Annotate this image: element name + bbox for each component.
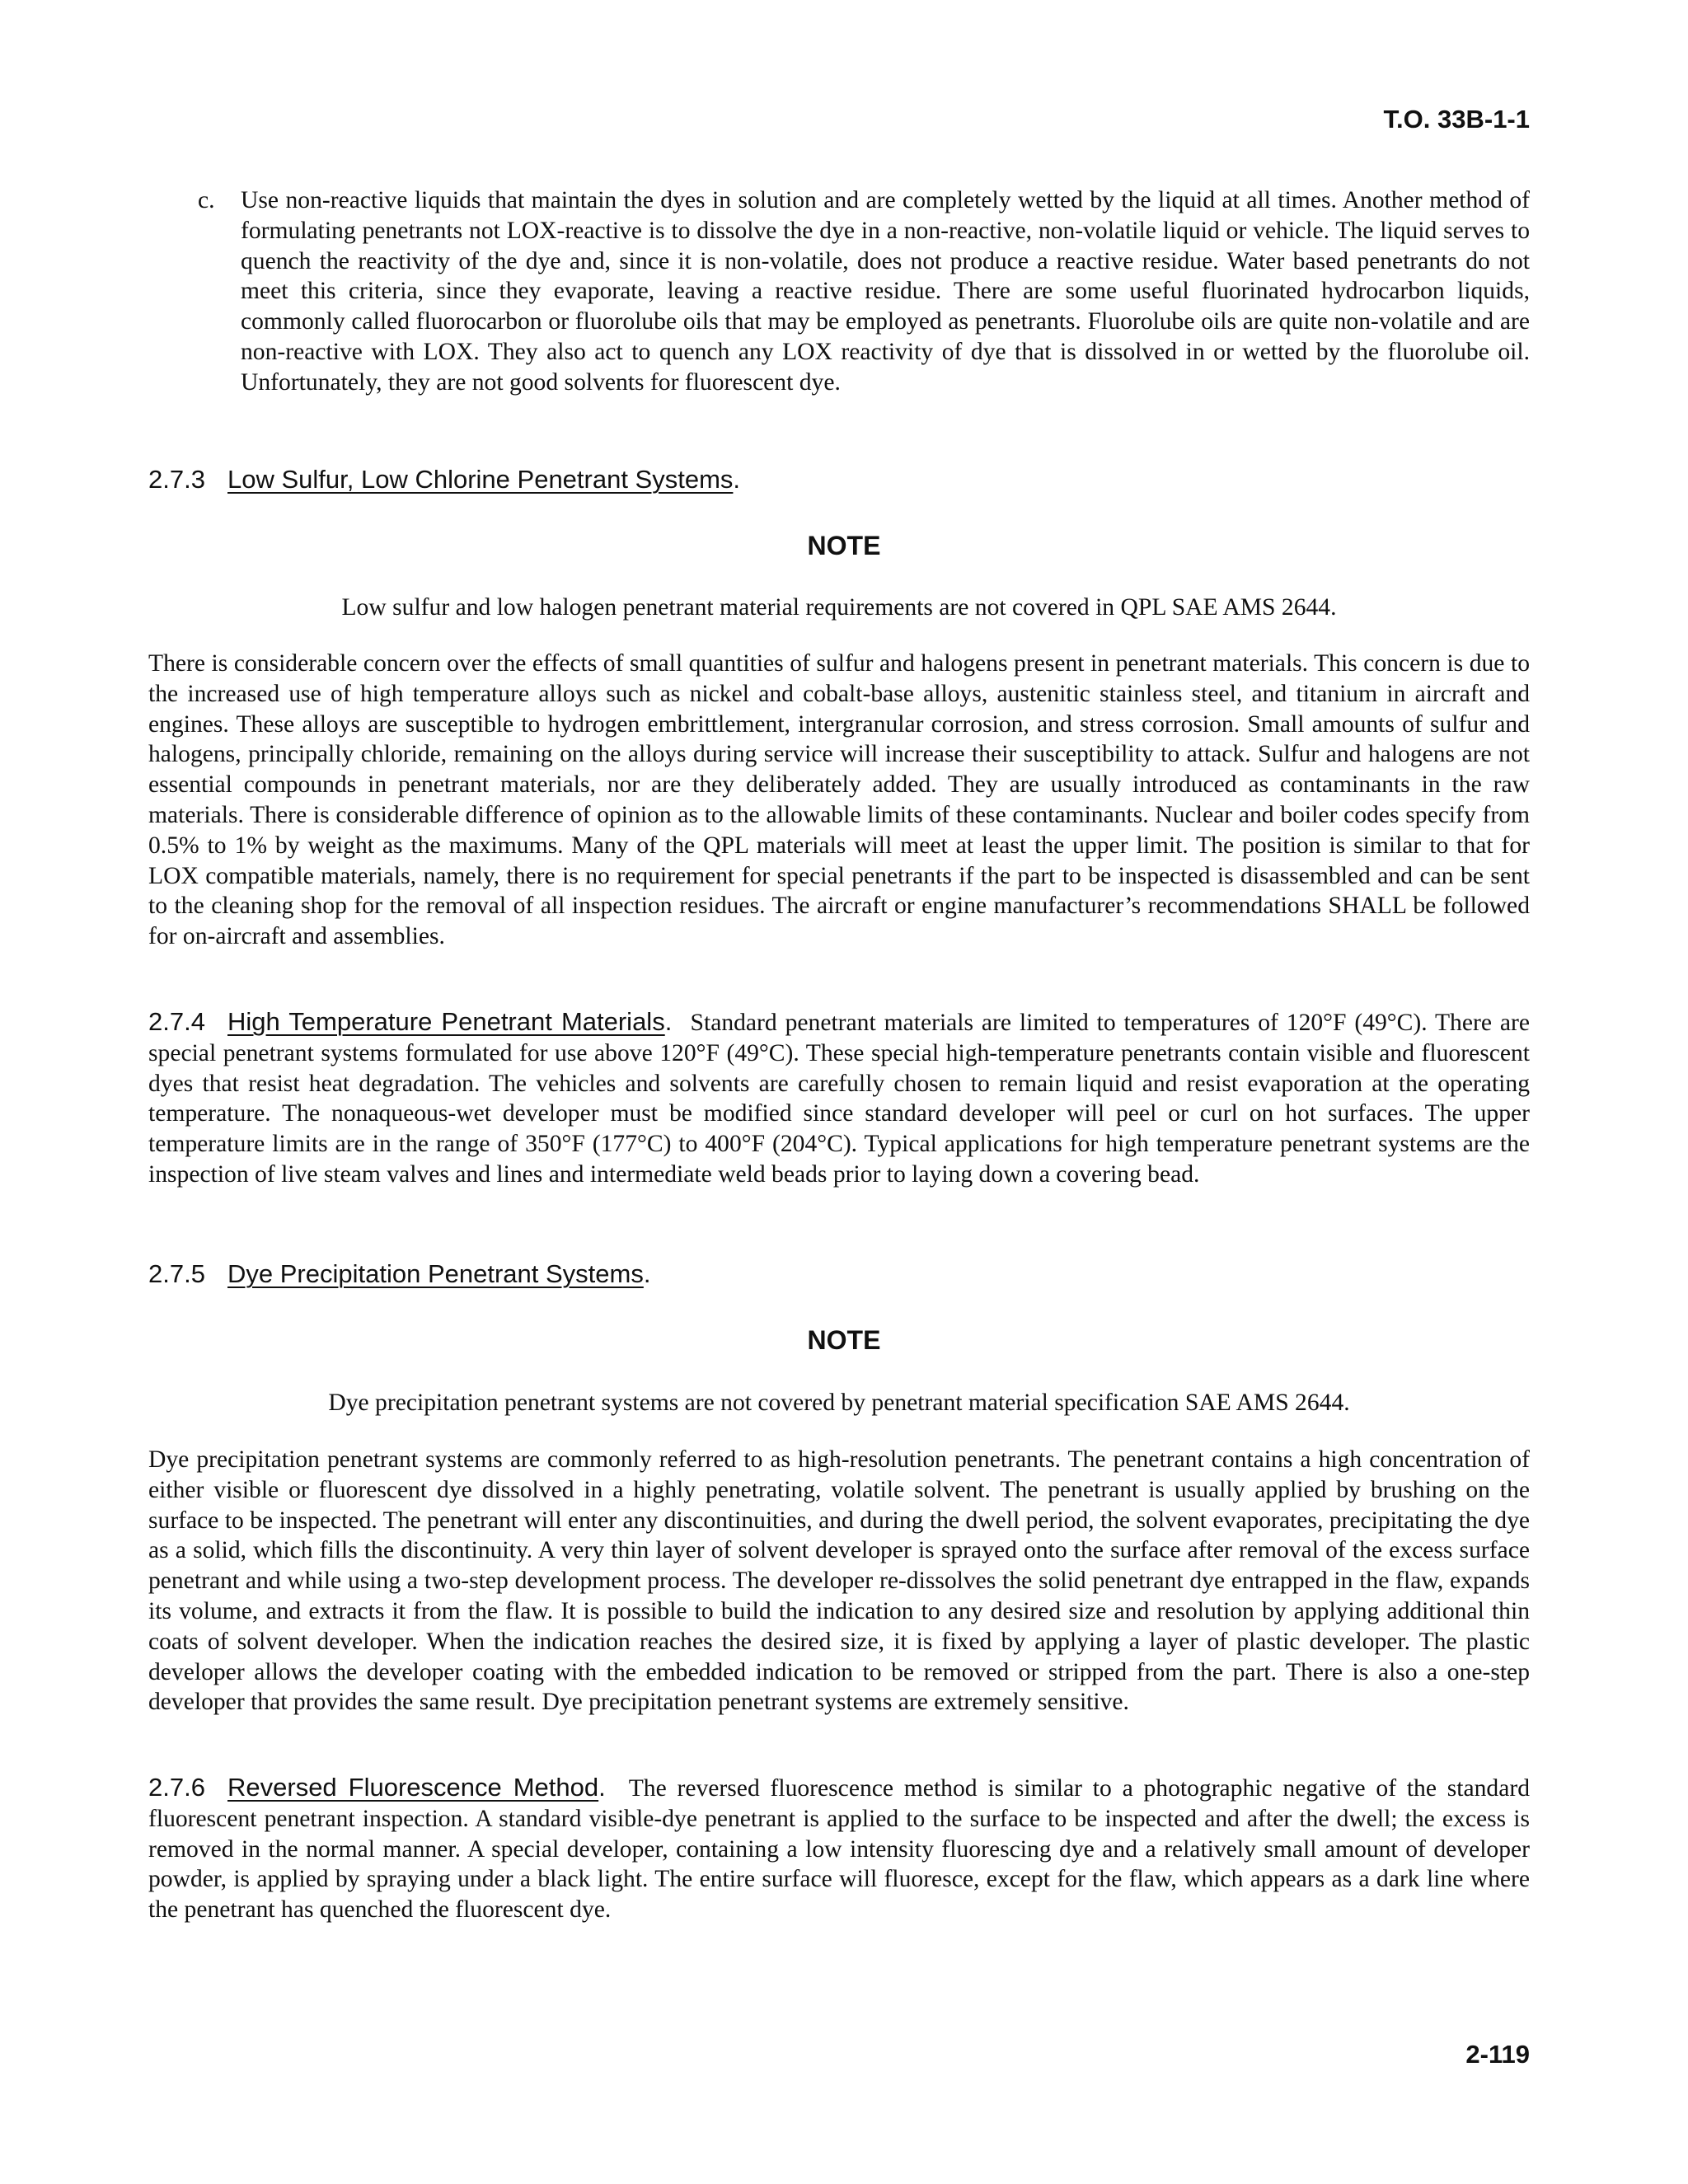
section-body-2-7-5: Dye precipitation penetrant systems are commonly referred to as high-resolution penetrants. The penetrant contains a high concentration of either visible or fluorescent dye dissolved in a highly penetrating, volatile solvent. The penetrant is usually applied by brushing on the surface to be inspected. The penetrant will enter any discontinuities, and during the dwell period, the solvent evaporates, precipitating the dye as a solid, which fills the discontinuity. A very thin layer of solvent developer is sprayed onto the surface after removal of the excess surface penetrant and while using a two-step development process. The developer re-dissolves the solid penetrant dye entrapped in the flaw, expands its volume, and extracts it from the flaw. It is possible to build the indication to any desired size and resolution by applying additional thin coats of solvent developer. When the indication reaches the desired size, it is fixed by applying a layer of plastic developer. The plastic developer allows the developer coating with the embedded indication to be removed or stripped from the part. There is also a one-step developer that provides the same result. Dye precipitation penetrant systems are extremely sensitive. xyxy=(148,1446,1530,1716)
section-body-2-7-4: Standard penetrant materials are limited to temperatures of 120°F (49°C). There are special penetrant systems formulated for use above 120°F (49°C). These special high-temperature penetrants contain visible and fluorescent dyes that resist heat degradation. The vehicles and solvents are carefully chosen to remain liquid and resist evaporation at the operating temperature. The nonaqueous-wet developer must be modified since standard developer will peel or curl on hot surfaces. The upper temperature limits are in the range of 350°F (177°C) to 400°F (204°C). Typical applications for high temperature penetrant systems are the inspection of live steam valves and lines and intermediate weld beads prior to laying down a covering bead. xyxy=(148,1010,1530,1188)
section-heading-2-7-6: 2.7.6 Reversed Fluorescence Method. xyxy=(148,1773,629,1802)
section-heading-2-7-3: 2.7.3 Low Sulfur, Low Chlorine Penetrant Systems. xyxy=(148,465,741,494)
section-heading-2-7-4: 2.7.4 High Temperature Penetrant Materials. xyxy=(148,1007,691,1036)
section-heading-2-7-5: 2.7.5 Dye Precipitation Penetrant Systems. xyxy=(148,1259,651,1288)
section-number: 2.7.5 xyxy=(148,1259,205,1288)
list-item-text: Use non-reactive liquids that maintain the dyes in solution and are completely wetted by the liquid at all times. Another method of formulating penetrants not LOX-reactive is to dissolve the dye in a non-reactive, non-volatile liquid or vehicle. The liquid serves to quench the reactivity of the dye and, since it is non-volatile, does not produce a reactive residue. Water based penetrants do not meet this criteria, since they evaporate, leaving a reactive residue. There are some useful fluorinated hydrocarbon liquids, commonly called fluorocarbon or fluorolube oils that may be employed as penetrants. Fluorolube oils are quite non-volatile and are non-reactive with LOX. They also act to quench any LOX reactivity of dye that is dissolved in or wetted by the fluorolube oil. Unfortunately, they are not good solvents for fluorescent dye. xyxy=(241,187,1530,396)
section-title: Dye Precipitation Penetrant Systems xyxy=(227,1259,644,1288)
note-label: NOTE xyxy=(807,1325,881,1355)
section-2-7-4 xyxy=(148,1007,1530,1190)
section-number: 2.7.3 xyxy=(148,465,205,494)
section-2-7-6 xyxy=(148,1773,1530,1925)
section-number: 2.7.4 xyxy=(148,1007,205,1036)
document-id: T.O. 33B-1-1 xyxy=(1383,105,1530,134)
note-text: Low sulfur and low halogen penetrant material requirements are not covered in QPL SAE AMS 2644. xyxy=(341,594,1337,621)
note-text: Dye precipitation penetrant systems are not covered by penetrant material specification SAE AMS 2644. xyxy=(328,1390,1350,1416)
section-body-2-7-6: The reversed fluorescence method is similar to a photographic negative of the standard fluorescent penetrant inspection. A standard visible-dye penetrant is applied to the surface to be inspected and after the dwell; the excess is removed in the normal manner. A special developer, containing a low intensity fluorescing dye and a relatively small amount of developer powder, is applied by spraying under a black light. The entire surface will fluoresce, except for the flaw, which appears as a dark line where the penetrant has quenched the fluorescent dye. xyxy=(148,1775,1531,1924)
section-number: 2.7.6 xyxy=(148,1773,205,1802)
note-label: NOTE xyxy=(807,531,881,560)
section-title: Low Sulfur, Low Chlorine Penetrant Systems xyxy=(227,465,734,494)
section-title: Reversed Fluorescence Method xyxy=(227,1773,599,1802)
section-title: High Temperature Penetrant Materials xyxy=(227,1007,665,1036)
list-marker: c. xyxy=(198,187,215,213)
page-number: 2-119 xyxy=(1465,2040,1530,2069)
section-body-2-7-3: There is considerable concern over the effects of small quantities of sulfur and halogens present in penetrant materials. This concern is due to the increased use of high temperature alloys such as nickel and cobalt-base alloys, austenitic stainless steel, and titanium in aircraft and engines. These alloys are susceptible to hydrogen embrittlement, intergranular corrosion, and stress corrosion. Small amounts of sulfur and halogens, principally chloride, remaining on the alloys during service will increase their susceptibility to attack. Sulfur and halogens are not essential compounds in penetrant materials, nor are they deliberately added. They are usually introduced as contaminants in the raw materials. There is considerable difference of opinion as to the allowable limits of these contaminants. Nuclear and boiler codes specify from 0.5% to 1% by weight as the maximums. Many of the QPL materials will meet at least the upper limit. The position is similar to that for LOX compatible materials, namely, there is no requirement for special penetrants if the part to be inspected is disassembled and can be sent to the cleaning shop for the removal of all inspection residues. The aircraft or engine manufacturer’s recommendations SHALL be followed for on-aircraft and assemblies. xyxy=(148,650,1530,950)
